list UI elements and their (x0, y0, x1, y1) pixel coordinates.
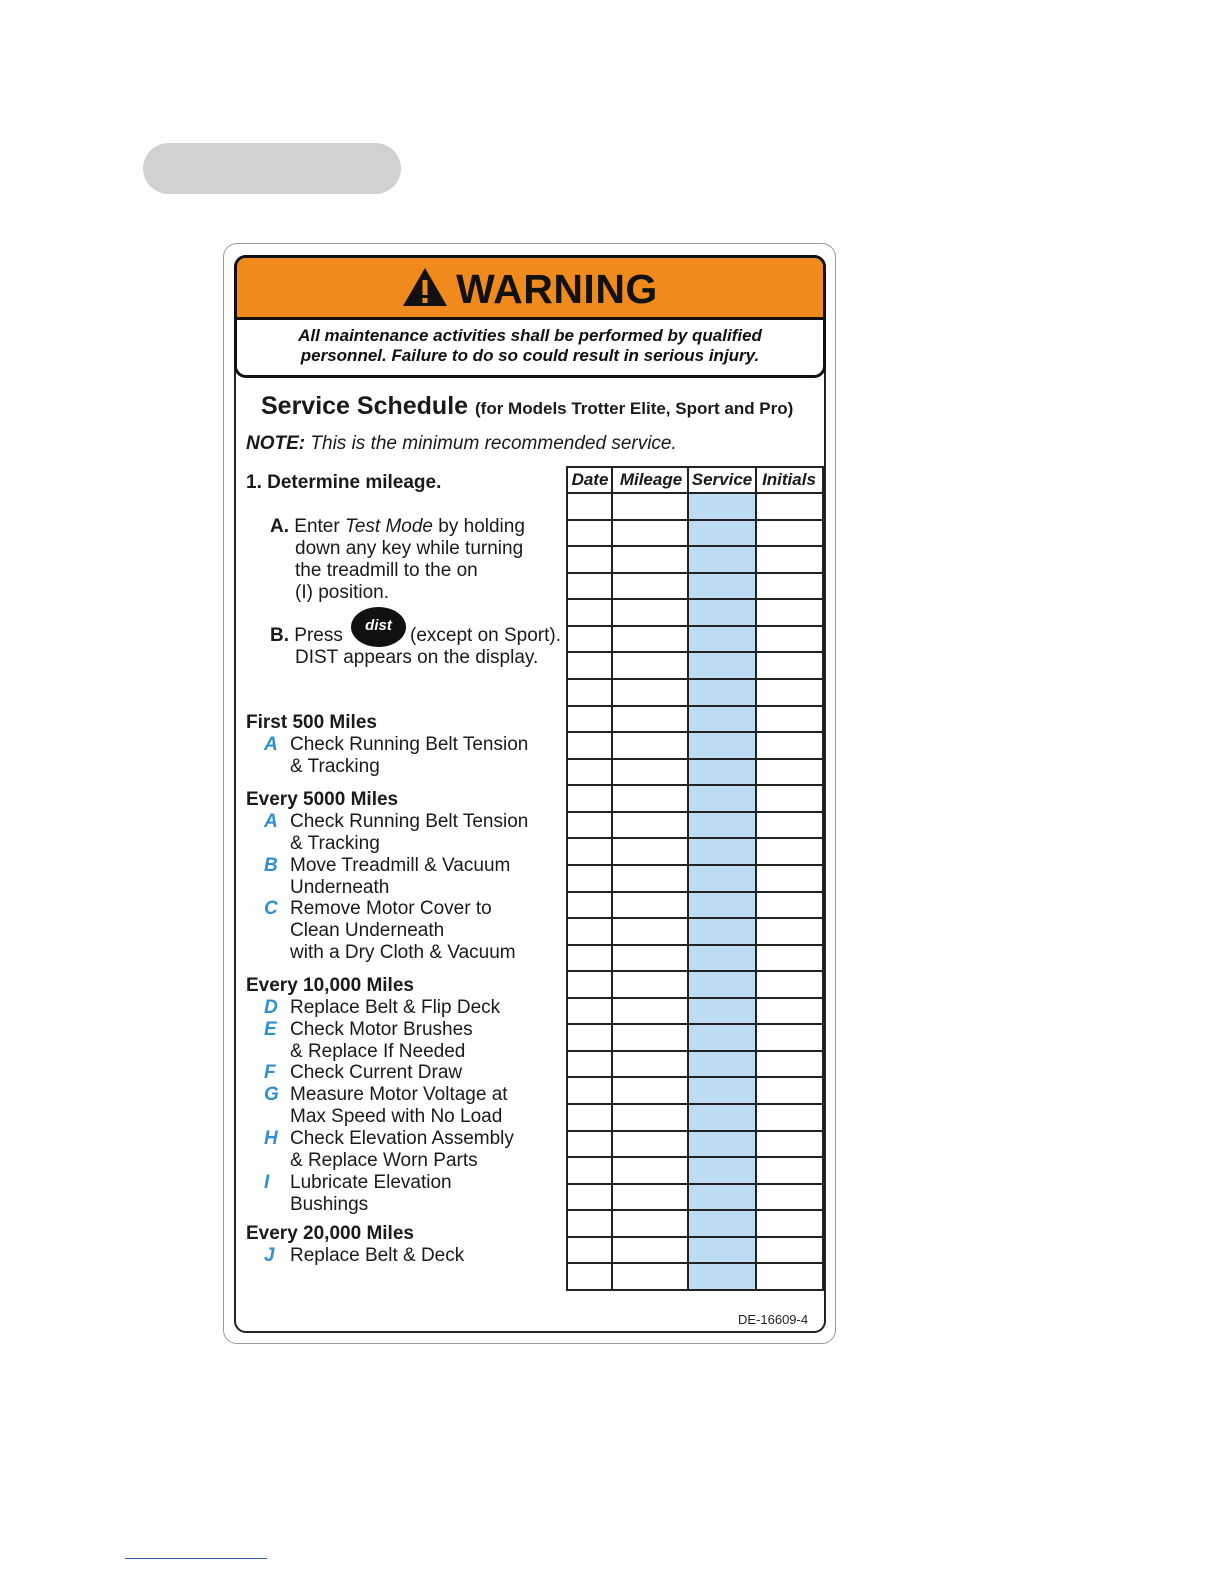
task-text: Check Current Draw (290, 1062, 463, 1083)
task-text: Underneath (290, 877, 390, 898)
task-letter: A (264, 734, 278, 755)
task-text: Measure Motor Voltage at (290, 1084, 508, 1105)
warning-message: All maintenance activities shall be performed by qualified personnel. Failure to do so could result in serious injury. (298, 326, 762, 365)
task-letter: F (264, 1062, 276, 1083)
table-row-divider (568, 1183, 822, 1185)
step-1a-line3: the treadmill to the on (295, 560, 478, 581)
task-letter: J (264, 1245, 275, 1266)
task-text: & Replace Worn Parts (290, 1150, 478, 1171)
step-1a-line1: A. Enter Test Mode by holding (270, 516, 525, 537)
table-row-divider (568, 864, 822, 866)
table-row-divider (568, 545, 822, 547)
table-row-divider (568, 705, 822, 707)
column-divider (611, 468, 613, 1289)
column-divider (755, 468, 757, 1289)
column-header-mileage: Mileage (619, 470, 683, 489)
task-text: Check Motor Brushes (290, 1019, 473, 1040)
table-row-divider (568, 944, 822, 946)
table-row-divider (568, 1076, 822, 1078)
section-every-10000: Every 10,000 Miles (246, 975, 414, 996)
step-1-title: 1. Determine mileage. (246, 472, 442, 493)
warning-title: WARNING (237, 266, 823, 313)
task-text: Check Elevation Assembly (290, 1128, 514, 1149)
task-letter: C (264, 898, 278, 919)
table-row-divider (568, 811, 822, 813)
table-row-divider (568, 519, 822, 521)
table-row-divider (568, 651, 822, 653)
section-every-20000: Every 20,000 Miles (246, 1223, 414, 1244)
note: NOTE: This is the minimum recommended service. (246, 433, 677, 454)
task-text: & Tracking (290, 756, 380, 777)
table-row-divider (568, 1156, 822, 1158)
task-text: Bushings (290, 1194, 369, 1215)
table-row-divider (568, 678, 822, 680)
task-text: Replace Belt & Flip Deck (290, 997, 501, 1018)
column-header-date: Date (571, 470, 609, 489)
table-row-divider (568, 625, 822, 627)
schedule-subtitle: (for Models Trotter Elite, Sport and Pro) (475, 399, 794, 418)
schedule-title: Service Schedule (for Models Trotter Elite, Sport and Pro) (261, 392, 794, 420)
section-every-5000: Every 5000 Miles (246, 789, 399, 810)
task-letter: D (264, 997, 278, 1018)
task-text: Clean Underneath (290, 920, 445, 941)
table-row-divider (568, 837, 822, 839)
footer-rule (125, 1558, 267, 1559)
dist-key-icon: dist (351, 607, 406, 647)
task-letter: H (264, 1128, 278, 1149)
table-row-divider (568, 1130, 822, 1132)
table-row-divider (568, 731, 822, 733)
table-row-divider (568, 784, 822, 786)
table-row-divider (568, 1209, 822, 1211)
table-row-divider (568, 1050, 822, 1052)
section-first-500: First 500 Miles (246, 712, 377, 733)
task-text: with a Dry Cloth & Vacuum (290, 942, 516, 963)
task-text: Lubricate Elevation (290, 1172, 452, 1193)
table-row-divider (568, 970, 822, 972)
step-1a-line2: down any key while turning (295, 538, 524, 559)
table-row-divider (568, 758, 822, 760)
task-text: Move Treadmill & Vacuum (290, 855, 511, 876)
column-header-service: Service (691, 470, 753, 489)
table-row-divider (568, 572, 822, 574)
step-1b-rest: (except on Sport). (410, 625, 562, 646)
table-row-divider (568, 1023, 822, 1025)
service-log-table (566, 466, 824, 1291)
task-text: Remove Motor Cover to (290, 898, 492, 919)
task-letter: A (264, 811, 278, 832)
column-divider (687, 468, 689, 1289)
task-text: & Tracking (290, 833, 380, 854)
task-text: Replace Belt & Deck (290, 1245, 465, 1266)
task-letter: G (264, 1084, 279, 1105)
step-1a-line4: (I) position. (295, 582, 389, 603)
step-1b-press: B. Press (270, 625, 343, 646)
warning-triangle-icon (402, 267, 448, 307)
task-text: Check Running Belt Tension (290, 811, 529, 832)
table-row-divider (568, 1103, 822, 1105)
task-text: & Replace If Needed (290, 1041, 466, 1062)
warning-box (234, 255, 826, 378)
column-header-initials: Initials (762, 470, 816, 489)
table-row-divider (568, 1236, 822, 1238)
step-1b-line2: DIST appears on the display. (295, 647, 539, 668)
table-row-divider (568, 917, 822, 919)
task-text: Check Running Belt Tension (290, 734, 529, 755)
task-text: Max Speed with No Load (290, 1106, 503, 1127)
table-row-divider (568, 891, 822, 893)
warning-header (237, 258, 823, 320)
header-tab-placeholder (143, 143, 401, 194)
table-row-divider (568, 492, 822, 494)
part-number: DE-16609-4 (738, 1312, 809, 1327)
table-row-divider (568, 598, 822, 600)
task-letter: B (264, 855, 278, 876)
table-row-divider (568, 997, 822, 999)
table-row-divider (568, 1262, 822, 1264)
task-letter: I (264, 1172, 270, 1193)
task-letter: E (264, 1019, 277, 1040)
